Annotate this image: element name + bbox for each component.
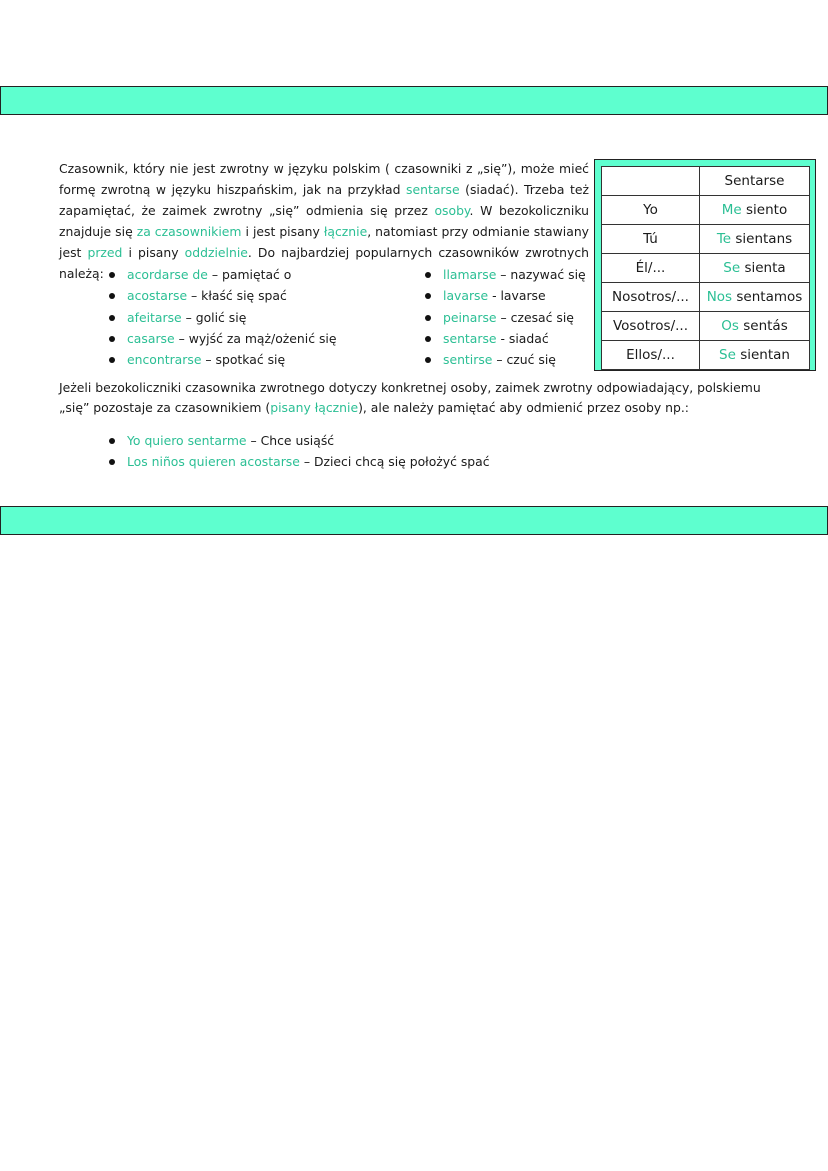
table-cell	[602, 167, 700, 196]
person-cell: Tú	[602, 225, 700, 254]
table-row	[602, 283, 810, 312]
examples-list	[107, 430, 490, 473]
intro-text: (siadać). Trzeba też zapamiętać, że zaimek zwrotny „się” odmienia się przez	[59, 182, 589, 218]
list-item	[423, 264, 586, 285]
table-row	[602, 196, 810, 225]
note-text: ), ale należy pamiętać aby odmienić przez osoby np.:	[358, 400, 689, 415]
intro-text: i jest pisany	[241, 224, 324, 239]
reflexive-verbs-list-right	[423, 264, 586, 370]
verb-form: sentamos	[732, 289, 803, 305]
table-row	[602, 167, 810, 196]
verb-polish: – pamiętać o	[207, 267, 292, 282]
person-cell: Nosotros/...	[602, 283, 700, 312]
list-item	[107, 264, 336, 285]
conjugation-table	[601, 166, 810, 370]
person-cell: Ellos/...	[602, 341, 700, 370]
form-cell	[700, 196, 810, 225]
list-item	[423, 349, 586, 370]
verb-spanish: encontrarse	[127, 352, 202, 368]
form-cell	[700, 225, 810, 254]
list-item	[107, 430, 490, 451]
verb-polish: – nazywać się	[496, 267, 586, 282]
verb-polish: – kłaść się spać	[187, 288, 287, 304]
intro-highlight: oddzielnie	[184, 245, 248, 260]
form-cell	[700, 312, 810, 341]
intro-highlight: łącznie	[323, 224, 368, 239]
form-cell	[700, 254, 810, 283]
person-cell: Él/...	[602, 254, 700, 283]
intro-highlight: sentarse	[406, 182, 460, 197]
intro-text: . Do najbardziej popularnych czasowników zwrotnych należą:	[59, 245, 589, 281]
table-row	[602, 312, 810, 341]
verb-spanish: casarse	[127, 330, 175, 346]
verb-polish: - lavarse	[488, 288, 546, 304]
verb-spanish: llamarse	[443, 267, 497, 282]
verb-spanish: acostarse	[127, 288, 188, 304]
intro-highlight: przed	[87, 245, 123, 260]
verb-polish: - siadać	[496, 330, 549, 346]
table-row	[602, 341, 810, 370]
list-item	[107, 307, 336, 328]
reflexive-pronoun: Te	[716, 231, 732, 247]
reflexive-pronoun: Os	[721, 318, 739, 334]
table-row	[602, 225, 810, 254]
list-item	[423, 328, 586, 349]
header-band	[0, 86, 828, 115]
list-item	[423, 285, 586, 306]
verb-form: sentás	[738, 318, 788, 334]
intro-highlight: za czasownikiem	[136, 224, 242, 239]
intro-highlight: osoby	[434, 203, 470, 218]
form-cell	[700, 341, 810, 370]
verb-polish: – czesać się	[496, 309, 574, 325]
example-polish: – Chce usiąść	[246, 433, 335, 448]
verb-polish: – wyjść za mąż/ożenić się	[174, 330, 337, 346]
verb-form: sientans	[731, 231, 793, 247]
verb-spanish: peinarse	[443, 309, 497, 325]
example-spanish: Los niños quieren acostarse	[127, 454, 300, 470]
verb-spanish: acordarse de	[127, 267, 208, 282]
form-cell	[700, 283, 810, 312]
note-text: Jeżeli bezokoliczniki czasownika zwrotnego dotyczy konkretnej osoby, zaimek zwrotny odpowiadający, polskiemu „się” pozostaje za czasownikiem (	[59, 380, 761, 415]
verb-form: siento	[741, 202, 788, 218]
verb-spanish: afeitarse	[127, 309, 182, 325]
person-cell: Yo	[602, 196, 700, 225]
list-item	[107, 349, 336, 370]
verb-form: sienta	[740, 260, 786, 276]
reflexive-pronoun: Nos	[706, 289, 733, 305]
verb-polish: – spotkać się	[201, 352, 286, 368]
footer-band	[0, 506, 828, 535]
intro-text: Czasownik, który nie jest zwrotny w języku polskim ( czasowniki z „się”), może mieć formę zwrotną w języku hiszpańskim, jak na przykład	[59, 161, 589, 197]
verb-spanish: sentarse	[443, 330, 497, 346]
conjugation-header: Sentarse	[700, 167, 810, 196]
conjugation-box	[594, 159, 816, 371]
example-polish: – Dzieci chcą się położyć spać	[299, 454, 490, 470]
verb-form: sientan	[735, 347, 790, 363]
verb-polish: – czuć się	[492, 352, 556, 368]
reflexive-pronoun: Me	[721, 202, 742, 218]
intro-text: , natomiast przy odmianie stawiany jest	[59, 224, 590, 260]
intro-text: . W bezokoliczniku znajduje się	[59, 203, 589, 239]
intro-text: i pisany	[122, 245, 185, 260]
table-row	[602, 254, 810, 283]
verb-spanish: lavarse	[443, 288, 489, 304]
list-item	[107, 451, 490, 472]
list-item	[423, 307, 586, 328]
reflexive-pronoun: Se	[723, 260, 741, 276]
person-cell: Vosotros/...	[602, 312, 700, 341]
verb-polish: – golić się	[181, 309, 247, 325]
reflexive-verbs-list-left	[107, 264, 336, 370]
example-spanish: Yo quiero sentarme	[127, 433, 247, 448]
note-paragraph	[59, 378, 779, 418]
list-item	[107, 285, 336, 306]
note-highlight: pisany łącznie	[270, 400, 359, 415]
list-item	[107, 328, 336, 349]
verb-spanish: sentirse	[443, 352, 493, 368]
reflexive-pronoun: Se	[719, 347, 736, 363]
